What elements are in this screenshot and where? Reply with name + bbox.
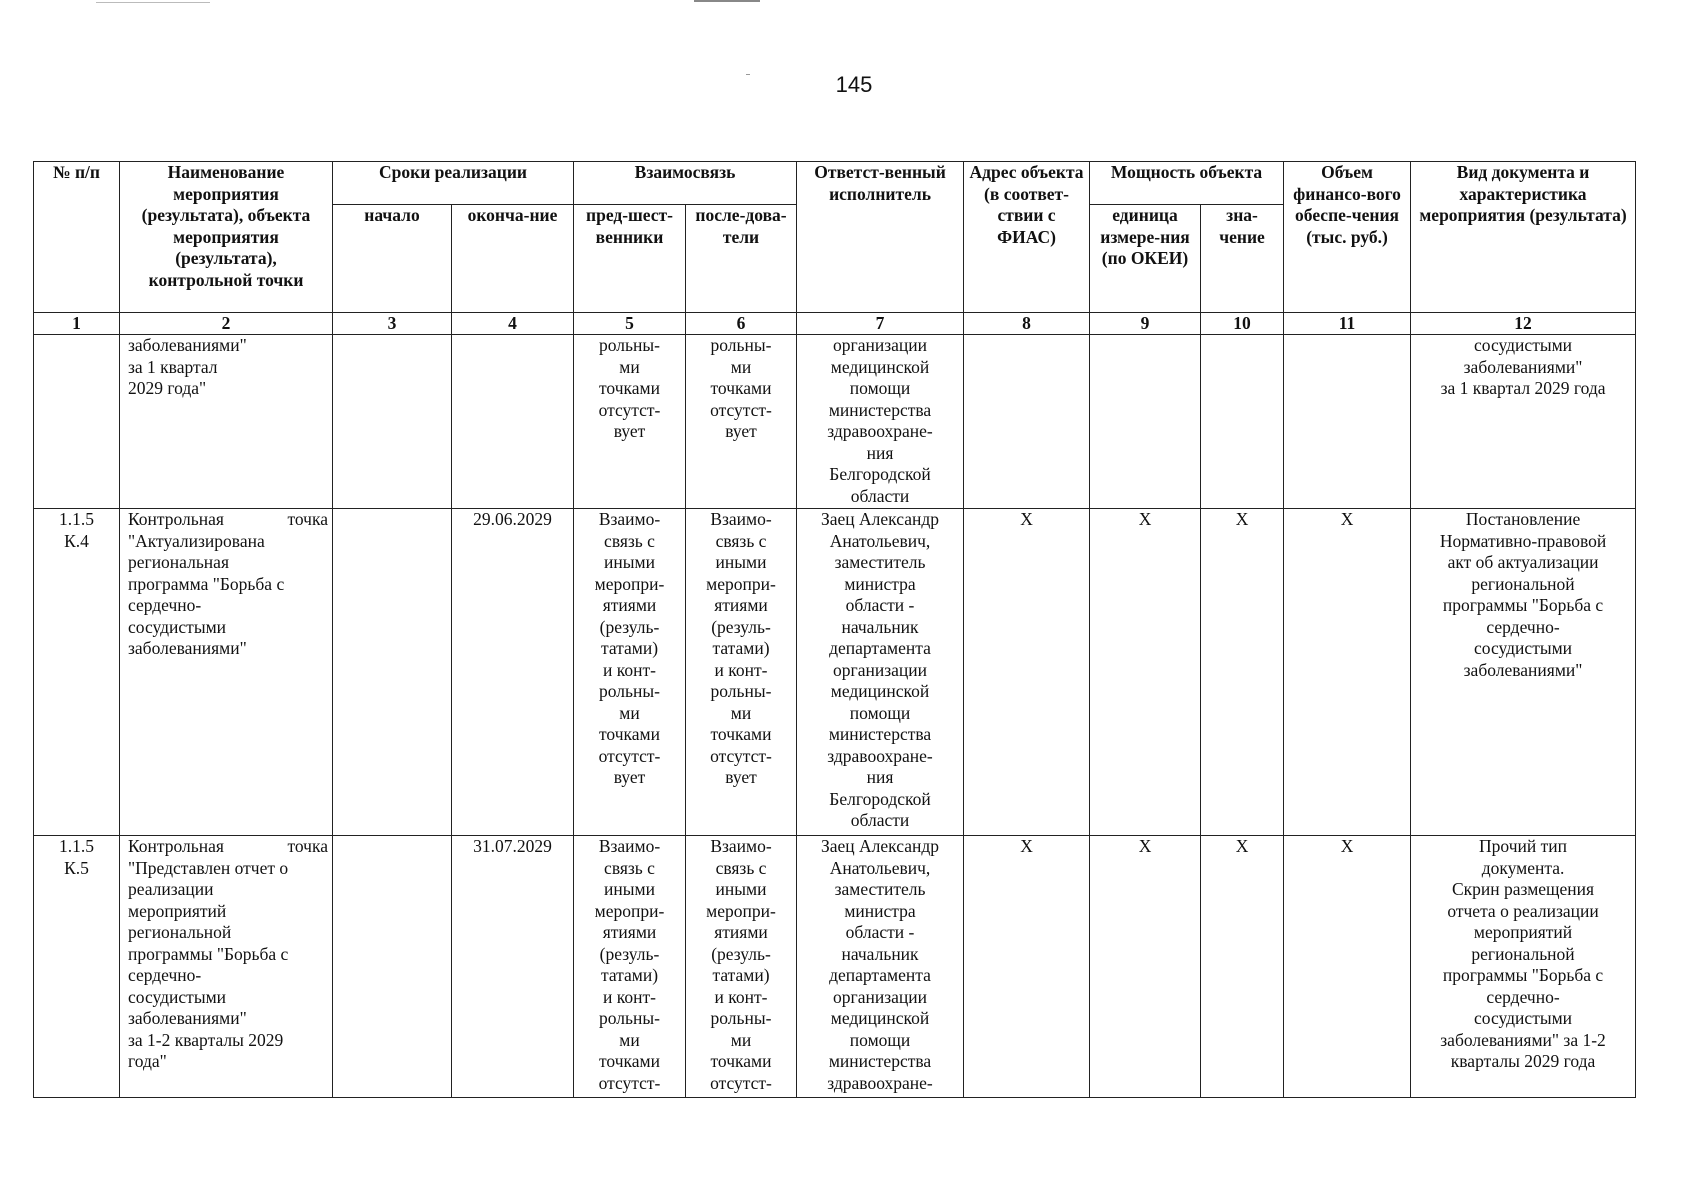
cell-line: заболеваниями" — [128, 638, 247, 658]
cell-value: X — [1201, 836, 1284, 1098]
cell-end: 29.06.2029 — [452, 509, 574, 836]
cell-line: министра — [844, 573, 916, 594]
cell-line: К.4 — [64, 530, 89, 551]
cell-end — [452, 335, 574, 509]
cell-line: заболеваниями" — [128, 335, 247, 355]
header-end: оконча-ние — [452, 205, 574, 313]
cell-line: татами) — [712, 638, 770, 658]
cell-line: меропри- — [594, 900, 665, 921]
cell-line: "Актуализирована — [128, 530, 265, 551]
cell-line: ми — [730, 356, 752, 377]
cell-line: Анатольевич, — [829, 857, 931, 878]
cell-successors — [686, 335, 797, 509]
cell-line: отсутст- — [710, 399, 772, 420]
cell-line: организации — [833, 659, 927, 680]
cell-line: ятиями — [602, 922, 657, 942]
cell-line: Нормативно-правовой — [1439, 530, 1607, 551]
cell-num — [34, 836, 120, 1098]
cell-line: Белгородской — [829, 788, 931, 809]
cell-line: ятиями — [714, 595, 768, 615]
scan-artifact — [694, 0, 760, 2]
cell-line: Постановление — [1465, 509, 1581, 529]
cell-num — [34, 335, 120, 509]
cell-name — [120, 836, 333, 1098]
cell-value — [1201, 335, 1284, 509]
cell-line: сердечно- — [128, 965, 202, 985]
cell-value: X — [1201, 509, 1284, 836]
cell-start — [333, 335, 452, 509]
cell-line: Взаимо- — [598, 836, 661, 856]
column-number: 7 — [797, 313, 964, 335]
cell-line: заболеваниями" — [1463, 356, 1583, 377]
cell-line: иными — [715, 552, 767, 572]
cell-successors — [686, 509, 797, 836]
cell-line: реализации — [128, 879, 214, 899]
cell-line — [128, 509, 328, 531]
cell-line: за 1-2 кварталы 2029 — [128, 1029, 284, 1050]
cell-line: сердечно- — [128, 595, 202, 615]
scan-artifact — [96, 2, 210, 3]
cell-name — [120, 509, 333, 836]
cell-word: Контрольная — [128, 509, 224, 529]
header-document: Вид документа и характеристика мероприятия (результата) — [1411, 162, 1636, 313]
cell-line: сосудистыми — [1474, 335, 1573, 355]
header-name: Наименование мероприятия (результата), объекта мероприятия (результата), контрольной точки — [120, 162, 333, 313]
cell-line: отсутст- — [710, 1072, 772, 1093]
cell-line: рольны- — [599, 681, 660, 701]
cell-line: связь с — [604, 530, 655, 551]
cell-line: точками — [710, 378, 772, 398]
cell-line: меропри- — [706, 900, 776, 921]
cell-line: области - — [845, 922, 915, 942]
cell-document — [1411, 335, 1636, 509]
cell-line: Белгородской — [829, 464, 931, 484]
cell-line: помощи — [849, 702, 911, 723]
cell-predecessors — [574, 335, 686, 509]
cell-line: сосудистыми — [1474, 1008, 1573, 1028]
cell-executor — [797, 335, 964, 509]
cell-line: сосудистыми — [128, 616, 227, 637]
cell-line: точками — [599, 378, 660, 398]
cell-line: и конт- — [603, 659, 656, 680]
column-number: 3 — [333, 313, 452, 335]
cell-line: Прочий тип — [1479, 836, 1568, 856]
header-successors: после-дова-тели — [686, 205, 797, 313]
cell-line: Взаимо- — [710, 509, 772, 529]
cell-document — [1411, 836, 1636, 1098]
cell-line: точками — [599, 1051, 660, 1071]
cell-finance: X — [1284, 836, 1411, 1098]
cell-line: отсутст- — [598, 1072, 661, 1093]
cell-line: региональная — [128, 552, 229, 572]
cell-line: здравоохране- — [827, 421, 933, 441]
cell-line: министерства — [828, 724, 932, 744]
cell-unit: X — [1090, 836, 1201, 1098]
cell-end: 31.07.2029 — [452, 836, 574, 1098]
cell-line: мероприятий — [128, 900, 227, 921]
cell-line: татами) — [600, 965, 659, 985]
cell-address: X — [964, 509, 1090, 836]
column-number: 10 — [1201, 313, 1284, 335]
cell-line: иными — [715, 879, 767, 899]
cell-line: связь с — [604, 857, 655, 878]
cell-line: области — [850, 485, 910, 506]
cell-line: за 1 квартал 2029 года — [1440, 378, 1606, 398]
cell-line: и конт- — [714, 986, 768, 1007]
cell-num — [34, 509, 120, 836]
column-number: 1 — [34, 313, 120, 335]
cell-line: рольны- — [710, 1008, 772, 1028]
cell-line: 1.1.5 — [59, 509, 94, 529]
cell-line: рольны- — [599, 1008, 660, 1028]
cell-line: за 1 квартал — [128, 356, 218, 377]
cell-line: ми — [730, 702, 752, 723]
cell-line: региональной — [1471, 943, 1575, 964]
cell-line: меропри- — [594, 573, 665, 594]
cell-line: татами) — [600, 638, 659, 658]
cell-line — [128, 836, 328, 858]
column-number: 5 — [574, 313, 686, 335]
cell-line: связь с — [715, 857, 767, 878]
cell-line: (резуль- — [711, 943, 771, 964]
cell-line: К.5 — [64, 857, 89, 878]
cell-name — [120, 335, 333, 509]
cell-line: сосудистыми — [128, 986, 227, 1007]
cell-line: рольны- — [599, 335, 660, 355]
cell-line: медицинской — [830, 1008, 930, 1028]
cell-line: 2029 года" — [128, 378, 207, 398]
cell-line: заболеваниями" — [1463, 659, 1583, 680]
cell-line: медицинской — [830, 681, 930, 701]
cell-line: ятиями — [602, 595, 657, 615]
cell-line: кварталы 2029 года — [1450, 1051, 1596, 1071]
cell-line: (резуль- — [599, 943, 660, 964]
cell-line: начальник — [841, 943, 919, 964]
cell-line: ми — [619, 1029, 640, 1050]
cell-line: ния — [866, 442, 894, 463]
cell-line: Заец Александр — [821, 836, 940, 856]
cell-line: документа. — [1481, 857, 1565, 878]
cell-line: (резуль- — [599, 616, 660, 637]
cell-line: вует — [613, 421, 646, 441]
header-address: Адрес объекта (в соответ-ствии с ФИАС) — [964, 162, 1090, 313]
cell-line: иными — [604, 879, 655, 899]
cell-executor — [797, 509, 964, 836]
column-number: 9 — [1090, 313, 1201, 335]
cell-line: министра — [844, 900, 916, 921]
header-predecessors: пред-шест-венники — [574, 205, 686, 313]
cell-line: сосудистыми — [1474, 638, 1573, 658]
cell-line: и конт- — [603, 986, 656, 1007]
cell-line: департамента — [829, 965, 931, 985]
cell-address: X — [964, 836, 1090, 1098]
cell-predecessors — [574, 509, 686, 836]
cell-executor — [797, 836, 964, 1098]
cell-line: точками — [599, 724, 660, 744]
cell-line: области — [850, 810, 910, 830]
header-start: начало — [333, 205, 452, 313]
cell-finance — [1284, 335, 1411, 509]
cell-unit: X — [1090, 509, 1201, 836]
cell-line: рольны- — [710, 335, 772, 355]
cell-line: Взаимо- — [710, 836, 772, 856]
cell-line: начальник — [841, 616, 919, 637]
column-number-row — [34, 313, 1636, 335]
header-unit: единица измере-ния (по ОКЕИ) — [1090, 205, 1201, 313]
cell-document — [1411, 509, 1636, 836]
column-number: 11 — [1284, 313, 1411, 335]
cell-line: организации — [833, 335, 927, 355]
cell-line: заместитель — [834, 552, 926, 572]
cell-line: Анатольевич, — [829, 530, 931, 551]
cell-address — [964, 335, 1090, 509]
column-number: 6 — [686, 313, 797, 335]
cell-successors — [686, 836, 797, 1098]
cell-line: меропри- — [706, 573, 776, 594]
cell-line: вует — [613, 767, 646, 787]
cell-line: точками — [710, 1051, 772, 1071]
header-value: зна-чение — [1201, 205, 1284, 313]
cell-word: точка — [287, 836, 328, 856]
header-finance: Объем финансо-вого обеспе-чения (тыс. руб.) — [1284, 162, 1411, 313]
column-number: 4 — [452, 313, 574, 335]
cell-line: отсутст- — [598, 745, 661, 766]
cell-line: заместитель — [834, 879, 926, 899]
cell-line: "Представлен отчет о — [128, 857, 289, 878]
cell-line: вует — [725, 767, 757, 787]
cell-line: региональной — [1471, 573, 1575, 594]
cell-line: департамента — [829, 638, 931, 658]
cell-line: медицинской — [830, 356, 930, 377]
column-number: 12 — [1411, 313, 1636, 335]
header-row — [34, 162, 1636, 205]
cell-line: программы "Борьба с — [1442, 595, 1604, 615]
cell-line: организации — [833, 986, 927, 1007]
cell-line: программы "Борьба с — [1442, 965, 1604, 985]
cell-line: региональной — [128, 922, 232, 942]
table-row — [34, 509, 1636, 836]
page-number: 145 — [835, 72, 873, 97]
cell-line: заболеваниями" за 1-2 — [1440, 1029, 1606, 1050]
table-row — [34, 836, 1636, 1098]
cell-line: отсутст- — [710, 745, 772, 766]
cell-word: Контрольная — [128, 836, 224, 856]
cell-line: иными — [604, 552, 655, 572]
cell-line: Взаимо- — [598, 509, 661, 529]
cell-line: Скрин размещения — [1451, 879, 1595, 899]
cell-line: помощи — [849, 1029, 911, 1050]
header-executor: Ответст-венный исполнитель — [797, 162, 964, 313]
table-row — [34, 335, 1636, 509]
cell-finance: X — [1284, 509, 1411, 836]
header-links: Взаимосвязь — [574, 162, 797, 205]
cell-line: мероприятий — [1473, 922, 1573, 942]
cell-line: ми — [619, 702, 640, 723]
cell-line: министерства — [828, 1051, 932, 1071]
cell-line: помощи — [849, 378, 911, 398]
cell-predecessors — [574, 836, 686, 1098]
cell-line: акт об актуализации — [1447, 552, 1599, 572]
cell-line: сердечно- — [1486, 616, 1560, 637]
cell-unit — [1090, 335, 1201, 509]
cell-line: 1.1.5 — [59, 836, 94, 856]
cell-line: сердечно- — [1486, 986, 1560, 1007]
cell-line: и конт- — [714, 659, 768, 680]
cell-line: ми — [730, 1029, 752, 1050]
plan-table — [33, 161, 1636, 1098]
cell-line: ми — [619, 356, 640, 377]
cell-line: заболеваниями" — [128, 1008, 247, 1028]
cell-line: отчета о реализации — [1447, 900, 1599, 921]
cell-line: года" — [128, 1051, 167, 1071]
column-number: 8 — [964, 313, 1090, 335]
cell-start — [333, 836, 452, 1098]
cell-line: программы "Борьба с — [128, 943, 289, 964]
cell-line: рольны- — [710, 681, 772, 701]
column-number: 2 — [120, 313, 333, 335]
cell-line: (резуль- — [711, 616, 771, 637]
cell-line: области - — [845, 595, 915, 615]
cell-line: здравоохране- — [827, 745, 933, 766]
cell-line: министерства — [828, 399, 932, 420]
cell-line: связь с — [715, 530, 767, 551]
header-num: № п/п — [34, 162, 120, 313]
cell-line: ятиями — [714, 922, 768, 942]
cell-start — [333, 509, 452, 836]
cell-line: отсутст- — [598, 399, 661, 420]
cell-line: татами) — [712, 965, 770, 985]
cell-line: Заец Александр — [821, 509, 940, 529]
header-terms: Сроки реализации — [333, 162, 574, 205]
cell-line: программа "Борьба с — [128, 573, 285, 594]
header-capacity: Мощность объекта — [1090, 162, 1284, 205]
cell-word: точка — [287, 509, 328, 529]
cell-line: здравоохране- — [827, 1072, 933, 1093]
cell-line: вует — [725, 421, 757, 441]
cell-line: точками — [710, 724, 772, 744]
cell-line: ния — [866, 767, 894, 787]
